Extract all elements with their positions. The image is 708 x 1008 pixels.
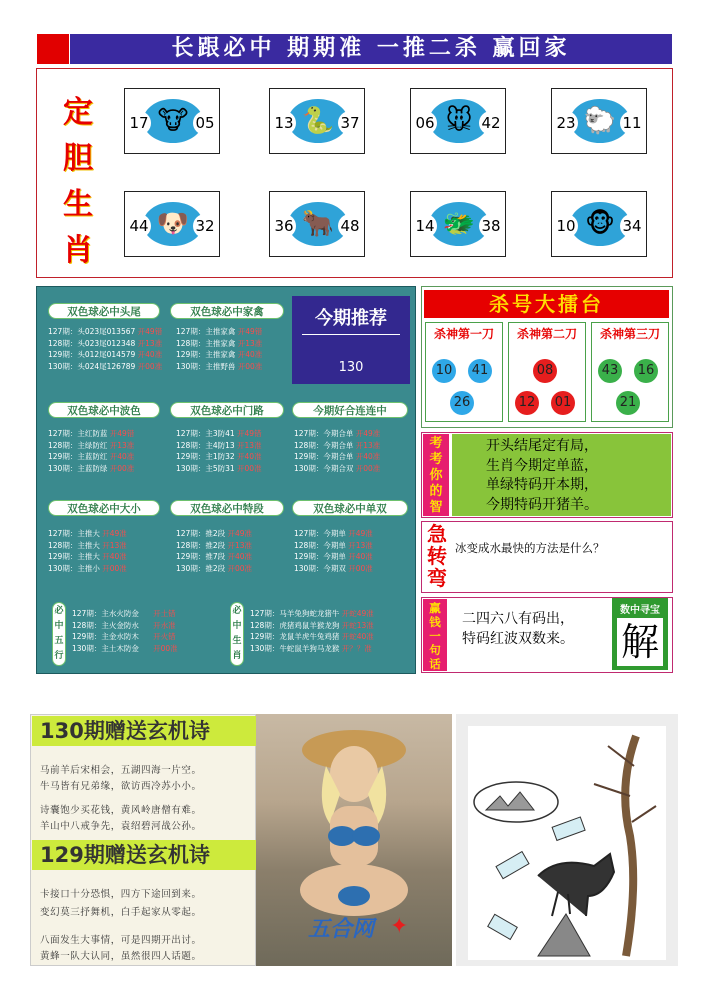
prediction-list: [72, 608, 178, 654]
zodiac-label-char: 胆: [63, 141, 93, 176]
page-title: 长跟必中 期期准 一推二杀 赢回家: [70, 34, 672, 64]
zodiac-label-char: 定: [63, 95, 93, 130]
prediction-row: 128期：主绿防红 开13准: [48, 440, 135, 450]
zodiac-number: 11: [620, 111, 644, 135]
zodiac-number: 37: [338, 111, 362, 135]
section-title-vertical: 必中五行: [52, 602, 66, 666]
recommend-box: [292, 296, 410, 384]
zodiac-number: 06: [413, 111, 437, 135]
number-ball: 12: [515, 391, 539, 415]
prediction-row: 130期：推2段 开00准: [176, 563, 253, 573]
prediction-row: 128期：推2段 开13准: [176, 540, 253, 550]
section-title: 双色球必中特段: [170, 500, 284, 516]
zodiac-number: 32: [193, 214, 217, 238]
prediction-list: [294, 428, 380, 474]
win-side-label: 赢 钱 一 句 话: [423, 599, 447, 671]
dog-icon: 🐶: [156, 209, 190, 239]
number-ball: 41: [468, 359, 492, 383]
zodiac-number: 10: [554, 214, 578, 238]
prediction-row: 129期：主推大 开40准: [48, 552, 127, 561]
prediction-row: 127期：主3防41 开49错: [176, 429, 262, 438]
prediction-row: 130期：牛蛇鼠羊狗马龙猴 开？？准: [250, 643, 372, 653]
brain-teaser-panel: [421, 521, 673, 593]
answer-badge: [612, 598, 668, 670]
watermark: 五合网: [308, 917, 375, 942]
prediction-row: 130期：主推小 开00准: [48, 563, 127, 573]
prediction-row: 128期：主4防13 开13准: [176, 440, 262, 450]
prediction-row: 130期：头024尾126789 开00准: [48, 361, 163, 371]
prediction-row: 127期：主水火防金 开土错: [72, 609, 176, 618]
prediction-row: 129期：今期单 开40准: [294, 552, 373, 561]
kill-column: [508, 322, 586, 422]
section-title: 今期好合连连中: [292, 402, 408, 418]
poem-line: 黄蜂一队大认同，虽然很四人话题。: [40, 951, 202, 962]
header-red-block: [37, 34, 69, 64]
number-ball: 21: [616, 391, 640, 415]
prediction-row: 127期：推2段 开49准: [176, 529, 253, 538]
prediction-row: 127期：主推家禽 开49错: [176, 327, 263, 336]
number-ball: 08: [533, 359, 557, 383]
ox-icon: 🐂: [301, 209, 335, 239]
photo: [256, 714, 452, 966]
prediction-row: 130期：今期合双 开00准: [294, 463, 381, 473]
prediction-row: 127期：主红防蓝 开49错: [48, 429, 135, 438]
prediction-list: [176, 326, 262, 372]
answer-badge-char: 解: [617, 618, 663, 666]
prediction-list: [294, 528, 373, 574]
zodiac-number: 48: [338, 214, 362, 238]
zodiac-number: 23: [554, 111, 578, 135]
prediction-row: 130期：主5防31 开00准: [176, 463, 262, 473]
poem-line: 变幻莫三抒舞机，白手起家从零起。: [40, 907, 202, 918]
prediction-list: [48, 428, 134, 474]
zodiac-card: [269, 88, 365, 154]
poem-title: 129期赠送玄机诗: [32, 840, 256, 870]
prediction-row: 127期：马羊兔狗蛇龙猪牛 开蛇49准: [250, 609, 374, 618]
sheep-icon: 🐑: [583, 106, 617, 136]
poem-title: 130期赠送玄机诗: [32, 716, 256, 746]
poem-line: 诗囊饱少买花钱，黄风岭唐僧有难。: [40, 805, 202, 816]
zodiac-card: [124, 191, 220, 257]
zodiac-number: 05: [193, 111, 217, 135]
section-title-vertical: 必中生肖: [230, 602, 244, 666]
sketch-canvas: [468, 726, 666, 960]
prediction-row: 129期：推7段 开40准: [176, 552, 253, 561]
number-ball: 26: [450, 391, 474, 415]
brain-teaser-question: 冰变成水最快的方法是什么？: [455, 541, 605, 555]
rat-icon: 🐭: [445, 106, 473, 136]
zodiac-number: 44: [127, 214, 151, 238]
prediction-list: [250, 608, 374, 654]
zodiac-card: [551, 88, 647, 154]
kill-column: [425, 322, 503, 422]
prediction-row: 129期：今期合单 开40准: [294, 452, 381, 461]
sketch-drawing: [468, 726, 666, 960]
zodiac-card: [410, 88, 506, 154]
answer-badge-title: 数中寻宝: [620, 605, 660, 616]
prediction-row: 129期：主推家禽 开40准: [176, 350, 263, 359]
cow-icon: 🐮: [157, 106, 189, 136]
prediction-row: 129期：主金水防木 开火错: [72, 632, 176, 641]
prediction-row: 129期：头012尾014579 开40准: [48, 350, 163, 359]
kill-title: 杀号大擂台: [424, 290, 669, 318]
number-ball: 43: [598, 359, 622, 383]
kill-column-title: 杀神第二刀: [516, 327, 577, 341]
poem-line: 马前羊后宋相会，五湖四海一片空。: [40, 765, 202, 776]
kill-column-title: 杀神第三刀: [599, 327, 660, 341]
zodiac-number: 17: [127, 111, 151, 135]
zodiac-card: [410, 191, 506, 257]
win-text: 二四六八有码出， 特码红波双数来。: [462, 611, 574, 647]
riddle-side-label: 考 考 你 的 智: [423, 434, 449, 516]
kill-column: [591, 322, 669, 422]
prediction-row: 128期：头023尾012348 开13准: [48, 338, 163, 348]
lightning-icon: ✦: [390, 914, 409, 939]
zodiac-number: 36: [272, 214, 296, 238]
section-title: 双色球必中头尾: [48, 303, 160, 319]
zodiac-card: [269, 191, 365, 257]
zodiac-number: 34: [620, 214, 644, 238]
section-title: 双色球必中波色: [48, 402, 160, 418]
prediction-row: 128期：虎猪鸡鼠羊猴龙狗 开蛇13准: [250, 620, 374, 630]
prediction-row: 127期：今期合单 开49准: [294, 429, 381, 438]
prediction-list: [176, 428, 262, 474]
prediction-row: 128期：今期合单 开13准: [294, 440, 381, 450]
recommend-value: 130: [338, 360, 364, 375]
prediction-row: 129期：主蓝防红 开40准: [48, 452, 135, 461]
prediction-row: 128期：主推大 开13准: [48, 540, 127, 550]
prediction-row: 127期：头023尾013567 开49错: [48, 327, 163, 336]
zodiac-number: 14: [413, 214, 437, 238]
prediction-row: 129期：龙鼠羊虎牛兔鸡猪 开蛇40准: [250, 632, 374, 641]
prediction-row: 129期：主1防32 开40准: [176, 452, 262, 461]
prediction-row: 130期：今期双 开00准: [294, 563, 373, 573]
number-ball: 01: [551, 391, 575, 415]
section-title: 双色球必中单双: [292, 500, 408, 516]
number-ball: 10: [432, 359, 456, 383]
prediction-list: [48, 528, 127, 574]
prediction-row: 130期：主土木防金 开00准: [72, 643, 178, 653]
poem-line: 牛马皆有兄弟缘，欲访西冷苏小小。: [40, 781, 202, 792]
prediction-row: 130期：主蓝防绿 开00准: [48, 463, 135, 473]
zodiac-card: [124, 88, 220, 154]
recommend-title: 今期推荐: [315, 308, 387, 329]
prediction-row: 127期：主推大 开49准: [48, 529, 127, 538]
zodiac-label-char: 生: [63, 187, 93, 222]
section-title: 双色球必中大小: [48, 500, 160, 516]
kill-column-title: 杀神第一刀: [433, 327, 494, 341]
poem-line: 八面发生大事情，可是四期开出讨。: [40, 935, 202, 946]
number-ball: 16: [634, 359, 658, 383]
puzzle-sketch: [456, 714, 678, 966]
prediction-list: [176, 528, 252, 574]
poem-line: 卡接口十分恐惧，四方下途回到来。: [40, 889, 202, 900]
prediction-list: [48, 326, 162, 372]
section-title: 双色球必中家禽: [170, 303, 284, 319]
zodiac-label: [60, 90, 96, 274]
prediction-row: 128期：今期单 开13准: [294, 540, 373, 550]
brain-teaser-label: 急 转 弯: [427, 522, 447, 590]
zodiac-label-char: 肖: [63, 233, 93, 268]
riddle-text: 开头结尾定有局， 生肖今期定单蓝， 单绿特码开本期， 今期特码开猪羊。: [452, 434, 671, 516]
zodiac-number: 42: [479, 111, 503, 135]
snake-icon: 🐍: [301, 106, 335, 136]
zodiac-card: [551, 191, 647, 257]
prediction-row: 128期：主火金防水 开水准: [72, 620, 176, 630]
poem-line: 羊山中八戒争先，袁绍碧河战公孙。: [40, 821, 202, 832]
section-title: 双色球必中门路: [170, 402, 284, 418]
monkey-icon: 🐵: [584, 209, 616, 239]
prediction-row: 130期：主推野兽 开00准: [176, 361, 263, 371]
zodiac-number: 38: [479, 214, 503, 238]
dragon-icon: 🐲: [442, 209, 476, 239]
prediction-row: 128期：主推家禽 开13准: [176, 338, 263, 348]
zodiac-number: 13: [272, 111, 296, 135]
prediction-row: 127期：今期单 开49准: [294, 529, 373, 538]
divider: [302, 334, 400, 335]
